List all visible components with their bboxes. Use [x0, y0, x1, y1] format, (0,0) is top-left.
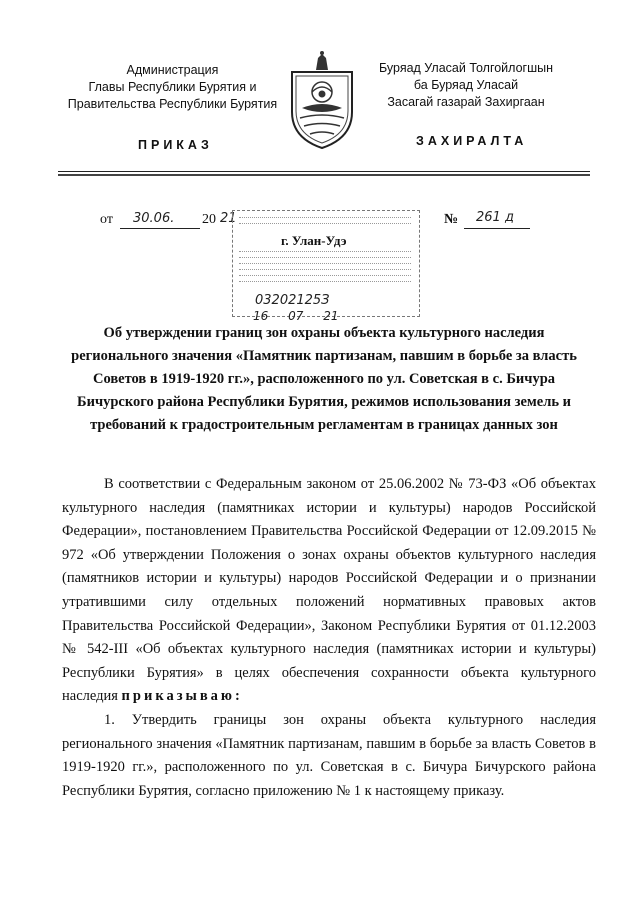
stamp-text-line: [239, 269, 411, 270]
stamp-text-line: [239, 281, 411, 282]
stamp-text-line: [239, 257, 411, 258]
issuer-ru-line-3: Правительства Республики Бурятия: [67, 97, 278, 111]
issuer-bua-line-3: Засагай газарай Захиргаан: [387, 95, 545, 109]
number-underline: [464, 228, 530, 229]
issuer-bua-line-2: ба Буряад Уласай: [413, 78, 519, 92]
number-sign: №: [444, 212, 459, 227]
from-label: от: [100, 212, 113, 227]
stamp-registration-date: [253, 309, 403, 323]
header-rule-double: [58, 174, 590, 176]
issuer-bua: [366, 60, 566, 111]
stamp-text-line: [239, 223, 411, 224]
order-title-bua: ЗАХИРАЛТА: [416, 134, 528, 148]
registration-stamp: [232, 210, 420, 323]
header-rule-thick: [58, 171, 590, 172]
issuer-bua-line-1: Буряад Уласай Толгойлогшын: [378, 61, 554, 75]
document-body: [62, 473, 596, 803]
handwritten-date: 30.06.: [133, 211, 175, 226]
date-underline: [120, 228, 200, 229]
stamp-text-line: [239, 217, 411, 218]
stamp-text-line: [239, 251, 411, 252]
order-title-ru: ПРИКАЗ: [138, 138, 213, 152]
issuer-ru-line-2: Главы Республики Бурятия и: [88, 80, 257, 94]
stamp-year: 21: [323, 309, 339, 323]
order-command: приказываю:: [121, 688, 243, 705]
stamp-text-line: [239, 263, 411, 264]
preamble-text: В соответствии с Федеральным законом от 25.06.2002 № 73-ФЗ «Об объектах культурного наследия (памятниках истории и культуры) народов Российской Федерации», постановлением Правительства Российской Федерации от 12.09.2015 № 972 «Об утверждении Положения о зонах охраны объектов культурного наследия (памятников истории и культуры) народов Российской Федерации и о признании утратившими силу отдельных положений нормативных правовых актов Правительства Российской Федерации», Законом Республики Бурятия от 01.12.2003 № 542-III «Об объектах культурного наследия (памятниках истории и культуры) Республики Бурятия» в целях обеспечения сохранности объекта культурного наследия: [62, 476, 596, 705]
stamp-city: г. Улан-Удэ: [281, 233, 347, 248]
stamp-month: 07: [288, 309, 304, 323]
preamble-paragraph: [62, 473, 596, 709]
issuer-ru-line-1: Администрация: [126, 63, 219, 77]
coat-of-arms-emblem: [282, 50, 362, 150]
order-item-1: 1. Утвердить границы зон охраны объекта культурного наследия регионального значения «Памятник партизанам, павшим в борьбе за власть Советов в 1919-1920 гг.», расположенного по ул. Советская в с. Бичура Бичурского района Республики Бурятия, согласно приложению № 1 к настоящему приказу.: [62, 711, 596, 799]
year-prefix: 20: [202, 212, 216, 227]
stamp-text-line: [239, 275, 411, 276]
document-title: Об утверждении границ зон охраны объекта культурного наследия регионального значения «Памятник партизанам, павшим в борьбе за власть Советов в 1919-1920 гг.», расположенного по ул. Советская в с. Бичура Бичурского района Республики Бурятия, режимов использования земель и требований к градостроительным регламентам в границах данных зон: [71, 325, 577, 433]
handwritten-year: 21: [220, 211, 237, 226]
stamp-day: 16: [253, 309, 269, 323]
issuer-ru: [60, 62, 285, 113]
handwritten-number: 261 д: [476, 210, 514, 225]
stamp-registration-number: 03202125З: [255, 293, 330, 308]
